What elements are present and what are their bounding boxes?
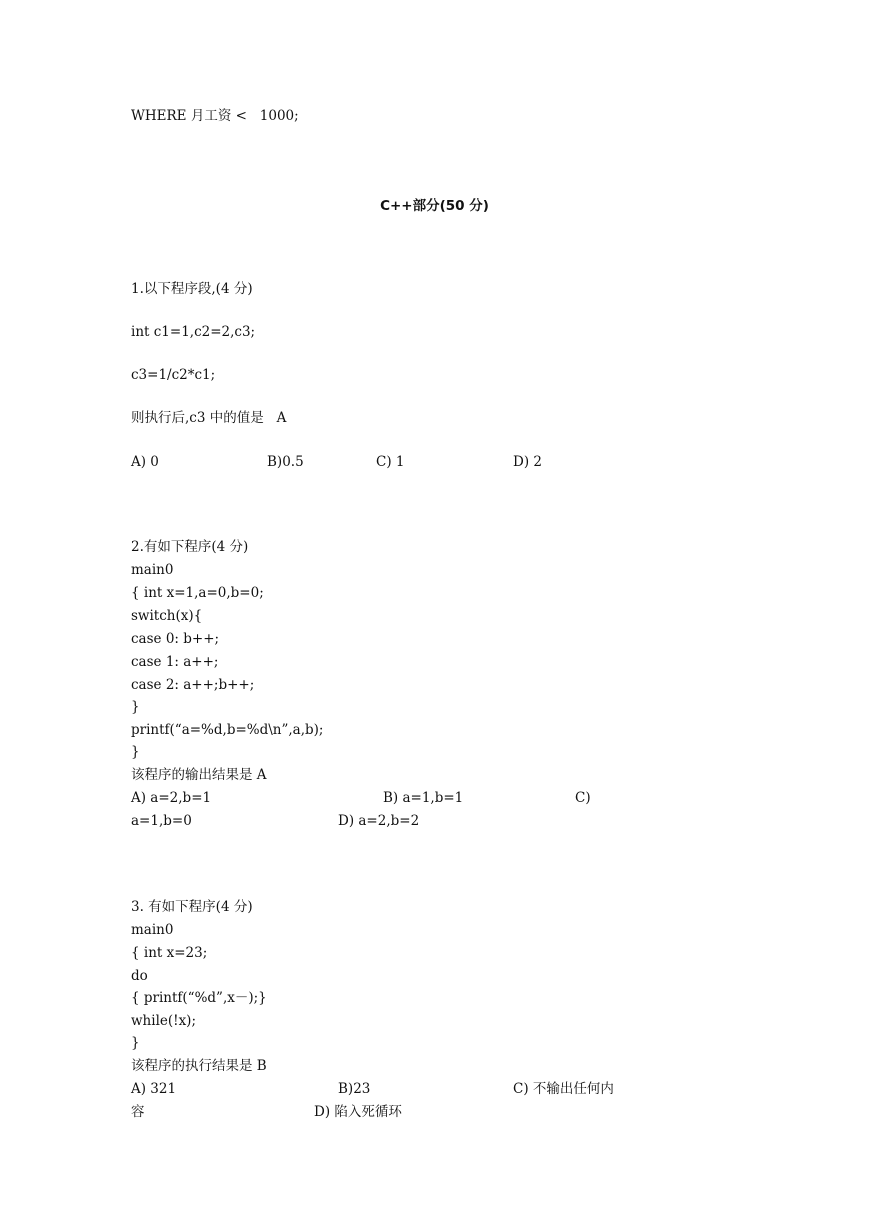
q2-prompt: 该程序的输出结果是 A [131,767,267,783]
q3-option-a: A) 321 [131,1081,177,1097]
q3-option-d: D) 陷入死循环 [314,1104,402,1120]
q1-heading: 1.以下程序段,(4 分) [131,281,253,297]
q1-code-line: int c1=1,c2=2,c3; [131,324,256,340]
q2-code-line: { int x=1,a=0,b=0; [131,585,264,601]
q2-code-line: case 2: a++;b++; [131,677,255,693]
q2-heading: 2.有如下程序(4 分) [131,539,249,555]
q3-code-line: main0 [131,922,174,938]
q3-prompt: 该程序的执行结果是 B [131,1058,267,1074]
q1-option-d: D) 2 [513,454,542,470]
q3-option-b: B)23 [338,1081,371,1097]
q2-code-line: main0 [131,562,174,578]
q2-option-b: B) a=1,b=1 [383,790,464,806]
q2-code-line: switch(x){ [131,608,203,624]
q3-option-c-text: 容 [131,1104,145,1120]
q2-option-d: D) a=2,b=2 [338,813,420,829]
q3-heading: 3. 有如下程序(4 分) [131,899,253,915]
q3-code-line: do [131,968,148,984]
q1-option-b: B)0.5 [267,454,304,470]
q2-code-line: case 1: a++; [131,654,219,670]
q2-option-a: A) a=2,b=1 [131,790,212,806]
q1-option-a: A) 0 [131,454,159,470]
q3-code-line: { int x=23; [131,945,208,961]
q2-code-line: case 0: b++; [131,631,220,647]
q2-option-c: C) [575,790,591,806]
section-title: C++部分(50 分) [380,198,489,214]
q1-option-c: C) 1 [376,454,405,470]
q3-option-c: C) 不输出任何内 [513,1081,614,1097]
q2-code-line: } [131,744,140,760]
q1-prompt: 则执行后,c3 中的值是 A [131,410,287,426]
q2-code-line: } [131,699,140,715]
q3-code-line: } [131,1035,140,1051]
q3-code-line: while(!x); [131,1013,196,1029]
q1-code-line: c3=1/c2*c1; [131,367,216,383]
q3-code-line: { printf(“%d”,x－);} [131,990,267,1006]
sql-where-line: WHERE 月工资 < 1000; [131,108,299,124]
q2-code-line: printf(“a=%d,b=%d\n”,a,b); [131,722,324,738]
q2-option-c-text: a=1,b=0 [131,813,192,829]
